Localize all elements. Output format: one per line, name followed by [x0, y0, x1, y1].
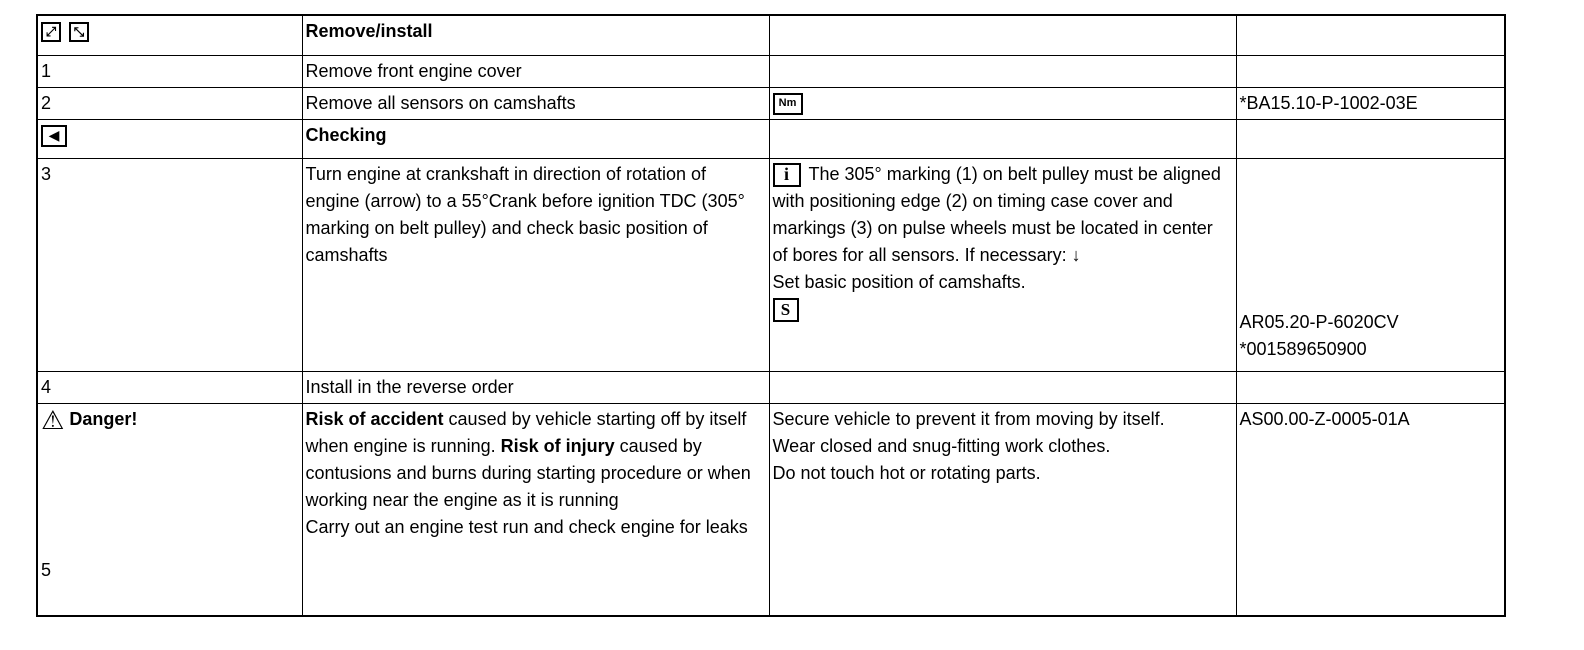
table-row — [37, 159, 1505, 372]
header-icons-cell — [37, 15, 302, 56]
step-text: Carry out an engine test run and check engine for leaks — [305, 517, 748, 537]
step-number: 3 — [37, 159, 302, 372]
step-text: Install in the reverse order — [302, 372, 769, 404]
step-number: 1 — [37, 56, 302, 88]
check-icon: ◀ — [41, 125, 67, 147]
section-title-remove-install: Remove/install — [302, 15, 769, 56]
reference-link[interactable]: AR05.20-P-6020CV — [1239, 312, 1399, 332]
warning-triangle-icon: ⚠ — [41, 405, 65, 436]
note-cell — [769, 159, 1236, 372]
section-title-checking: Checking — [302, 120, 769, 159]
step-number: 5 — [41, 560, 52, 580]
table-row — [37, 56, 1505, 88]
note-text: The 305° marking (1) on belt pulley must be aligned with positioning edge (2) on timing case cover and markings (3) on pulse wheels must be located in center of bores for all sensors. If necessary: — [772, 164, 1221, 265]
special-tool-icon[interactable]: S — [773, 298, 799, 322]
step-text: Turn engine at crankshaft in direction of rotation of engine (arrow) to a 55°Crank before ignition TDC (305° marking on belt pulley) and check basic position of camshafts — [302, 159, 769, 372]
checking-header-row — [37, 120, 1505, 159]
risk-accident-text: caused by vehicle starting off by itself when engine is running. — [305, 409, 747, 456]
table-row — [37, 88, 1505, 120]
step-text: Remove all sensors on camshafts — [302, 88, 769, 120]
info-icon: i — [773, 163, 801, 187]
table-row — [37, 372, 1505, 404]
step-text: Remove front engine cover — [302, 56, 769, 88]
note-text-2: Set basic position of camshafts. — [772, 272, 1026, 292]
danger-label: Danger! — [69, 409, 138, 429]
measure-text: Wear closed and snug-fitting work clothes. — [772, 436, 1111, 456]
reference-link[interactable]: AS00.00-Z-0005-01A — [1236, 404, 1505, 617]
risk-injury-label: Risk of injury — [500, 436, 615, 456]
danger-cell — [37, 404, 302, 617]
step-number: 4 — [37, 372, 302, 404]
danger-row — [37, 404, 1505, 617]
risk-injury-text: caused by contusions and burns during starting procedure or when working near the engine as it is running — [305, 436, 751, 510]
risk-accident-label: Risk of accident — [305, 409, 444, 429]
danger-risk-cell — [302, 404, 769, 617]
arrow-down-icon: ↓ — [1071, 245, 1081, 265]
reference-link[interactable]: *001589650900 — [1239, 339, 1367, 359]
reference-cell — [1236, 159, 1505, 372]
measure-text: Do not touch hot or rotating parts. — [772, 463, 1041, 483]
procedure-table — [36, 14, 1506, 617]
step-number: 2 — [37, 88, 302, 120]
collapse-icon[interactable]: ⤡ — [69, 22, 89, 42]
reference-link[interactable]: *BA15.10-P-1002-03E — [1236, 88, 1505, 120]
header-row — [37, 15, 1505, 56]
danger-measures-cell — [769, 404, 1236, 617]
expand-icon[interactable]: ⤢ — [41, 22, 61, 42]
torque-nm-icon[interactable]: Nm — [773, 93, 803, 115]
measure-text: Secure vehicle to prevent it from moving by itself. — [772, 409, 1165, 429]
